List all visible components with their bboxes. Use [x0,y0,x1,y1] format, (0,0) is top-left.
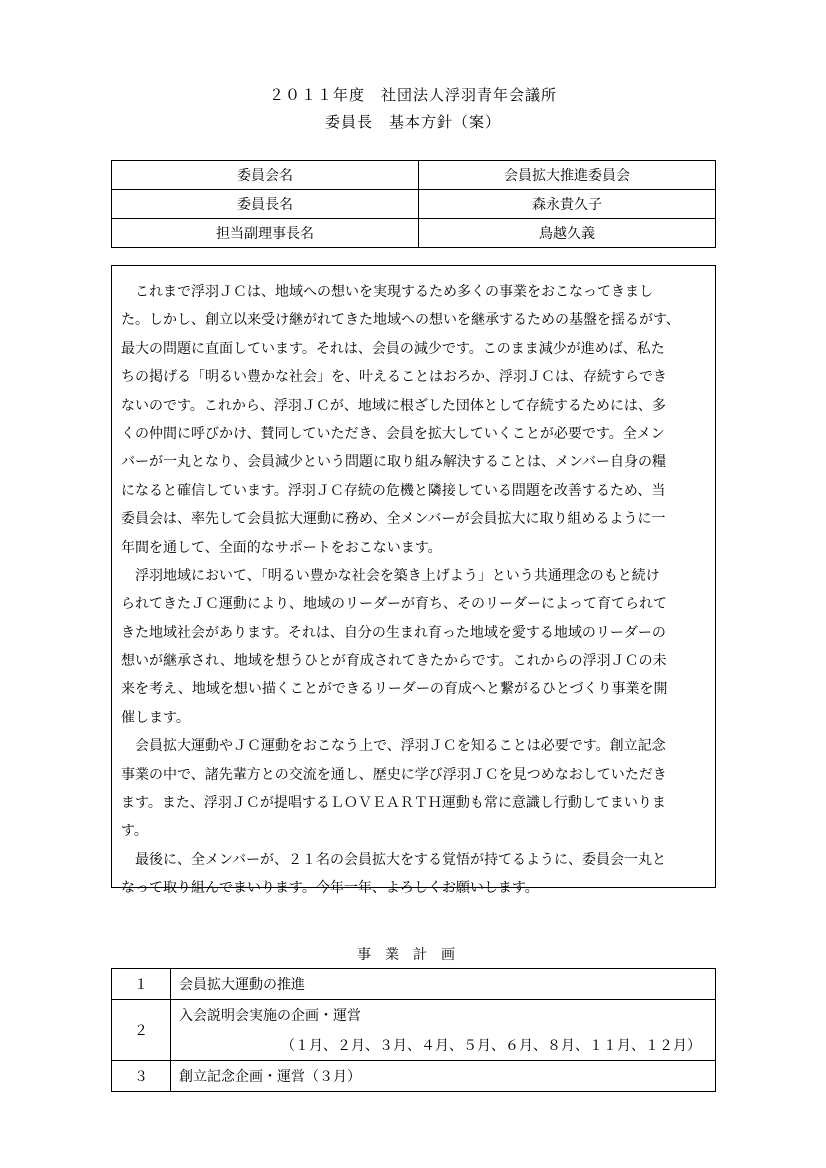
plan-item-text: 入会説明会実施の企画・運営 [171,1000,716,1031]
plan-item-number: １ [112,969,171,1000]
chair-name-label: 委員長名 [112,190,419,219]
policy-text-line: 最後に、全メンバーが、２１名の会員拡大をする覚悟が持てるように、委員会一丸と [121,851,667,868]
policy-text-line: ます。また、浮羽ＪＣが提唱するＬＯＶＥＡＲＴＨ運動も常に意識し行動してまいりま [121,795,666,812]
policy-text-line: 事業の中で、諸先輩方との交流を通し、歴史に学び浮羽ＪＣを見つめなおしていただき [121,766,667,783]
policy-text-line: 催します。 [121,709,190,726]
policy-text-box [111,265,716,897]
plan-row [112,969,716,1000]
plan-item-number: ３ [112,1061,171,1092]
plan-item-schedule: （１月、２月、３月、４月、５月、６月、８月、１１月、１２月） [171,1030,716,1061]
policy-text-line: これまで浮羽ＪＣは、地域への想いを実現するため多くの事業をおこなってきまし [121,284,653,300]
plan-item-text: 創立記念企画・運営（３月） [171,1061,716,1092]
policy-text-line: 最大の問題に直面しています。それは、会員の減少です。このまま減少が進めば、私た [121,340,665,357]
policy-text-line: 会員拡大運動やＪＣ運動をおこなう上で、浮羽ＪＣを知ることは必要です。創立記念 [121,738,666,755]
policy-text-line: られてきたＪＣ運動により、地域のリーダーが育ち、そのリーダーによって育てられて [121,596,667,613]
plan-heading: 事業計画 [357,947,469,963]
committee-name-label: 委員会名 [112,161,419,190]
policy-text-line: す。 [121,823,148,840]
policy-text-line: 浮羽地域において、「明るい豊かな社会を築き上げよう」という共通理念のもと続け [121,567,660,584]
policy-text-line: 年間を通して、全面的なサポートをおこないます。 [121,539,442,556]
plan-row [112,1061,716,1092]
info-row-chair [112,190,716,219]
policy-text-line: ないのです。これから、浮羽ＪＣが、地域に根ざした団体として存続するためには、多 [121,397,666,414]
policy-text-line: きた地域社会があります。それは、自分の生まれ育った地域を愛する地域のリーダーの [121,624,666,641]
committee-info-table [111,160,716,248]
policy-text-line: 来を考え、地域を想い描くことができるリーダーの育成へと繋がるひとづくり事業を開 [121,681,668,698]
plan-item-number: ２ [112,1000,171,1061]
plan-row-continued [112,1030,716,1061]
info-row-committee [112,161,716,190]
committee-name-value: 会員拡大推進委員会 [419,161,716,190]
policy-text-line: くの仲間に呼びかけ、賛同していただき、会員を拡大していくことが必要です。全メン [121,425,665,442]
policy-text-line: になると確信しています。浮羽ＪＣ存続の危機と隣接している問題を改善するため、当 [121,482,666,499]
plan-table [111,968,716,1092]
vice-president-label: 担当副理事長名 [112,219,419,248]
plan-item-text: 会員拡大運動の推進 [171,969,716,1000]
document-title: ２０１１年度 社団法人浮羽青年会議所 [268,86,557,104]
policy-text-line: 想いが継承され、地域を想うひとが育成されてきたからです。これからの浮羽ＪＣの未 [121,653,667,670]
vice-president-value: 鳥越久義 [419,219,716,248]
chair-name-value: 森永貴久子 [419,190,716,219]
policy-text-line: た。しかし、創立以来受け継がれてきた地域への想いを継承するための基盤を揺るがす、 [121,312,680,329]
policy-text-line: バーが一丸となり、会員減少という問題に取り組み解決することは、メンバー自身の糧 [121,454,667,471]
document-subtitle: 委員長 基本方針（案） [324,113,501,131]
policy-text-line: なって取り組んでまいります。今年一年、よろしくお願いします。 [121,880,539,897]
plan-row [112,1000,716,1031]
info-row-vice-president [112,219,716,248]
policy-text-line: ちの掲げる「明るい豊かな社会」を、叶えることはおろか、浮羽ＪＣは、存続すらでき [121,369,667,386]
policy-text-line: 委員会は、率先して会員拡大運動に務め、全メンバーが会員拡大に取り組めるように一 [121,511,666,528]
